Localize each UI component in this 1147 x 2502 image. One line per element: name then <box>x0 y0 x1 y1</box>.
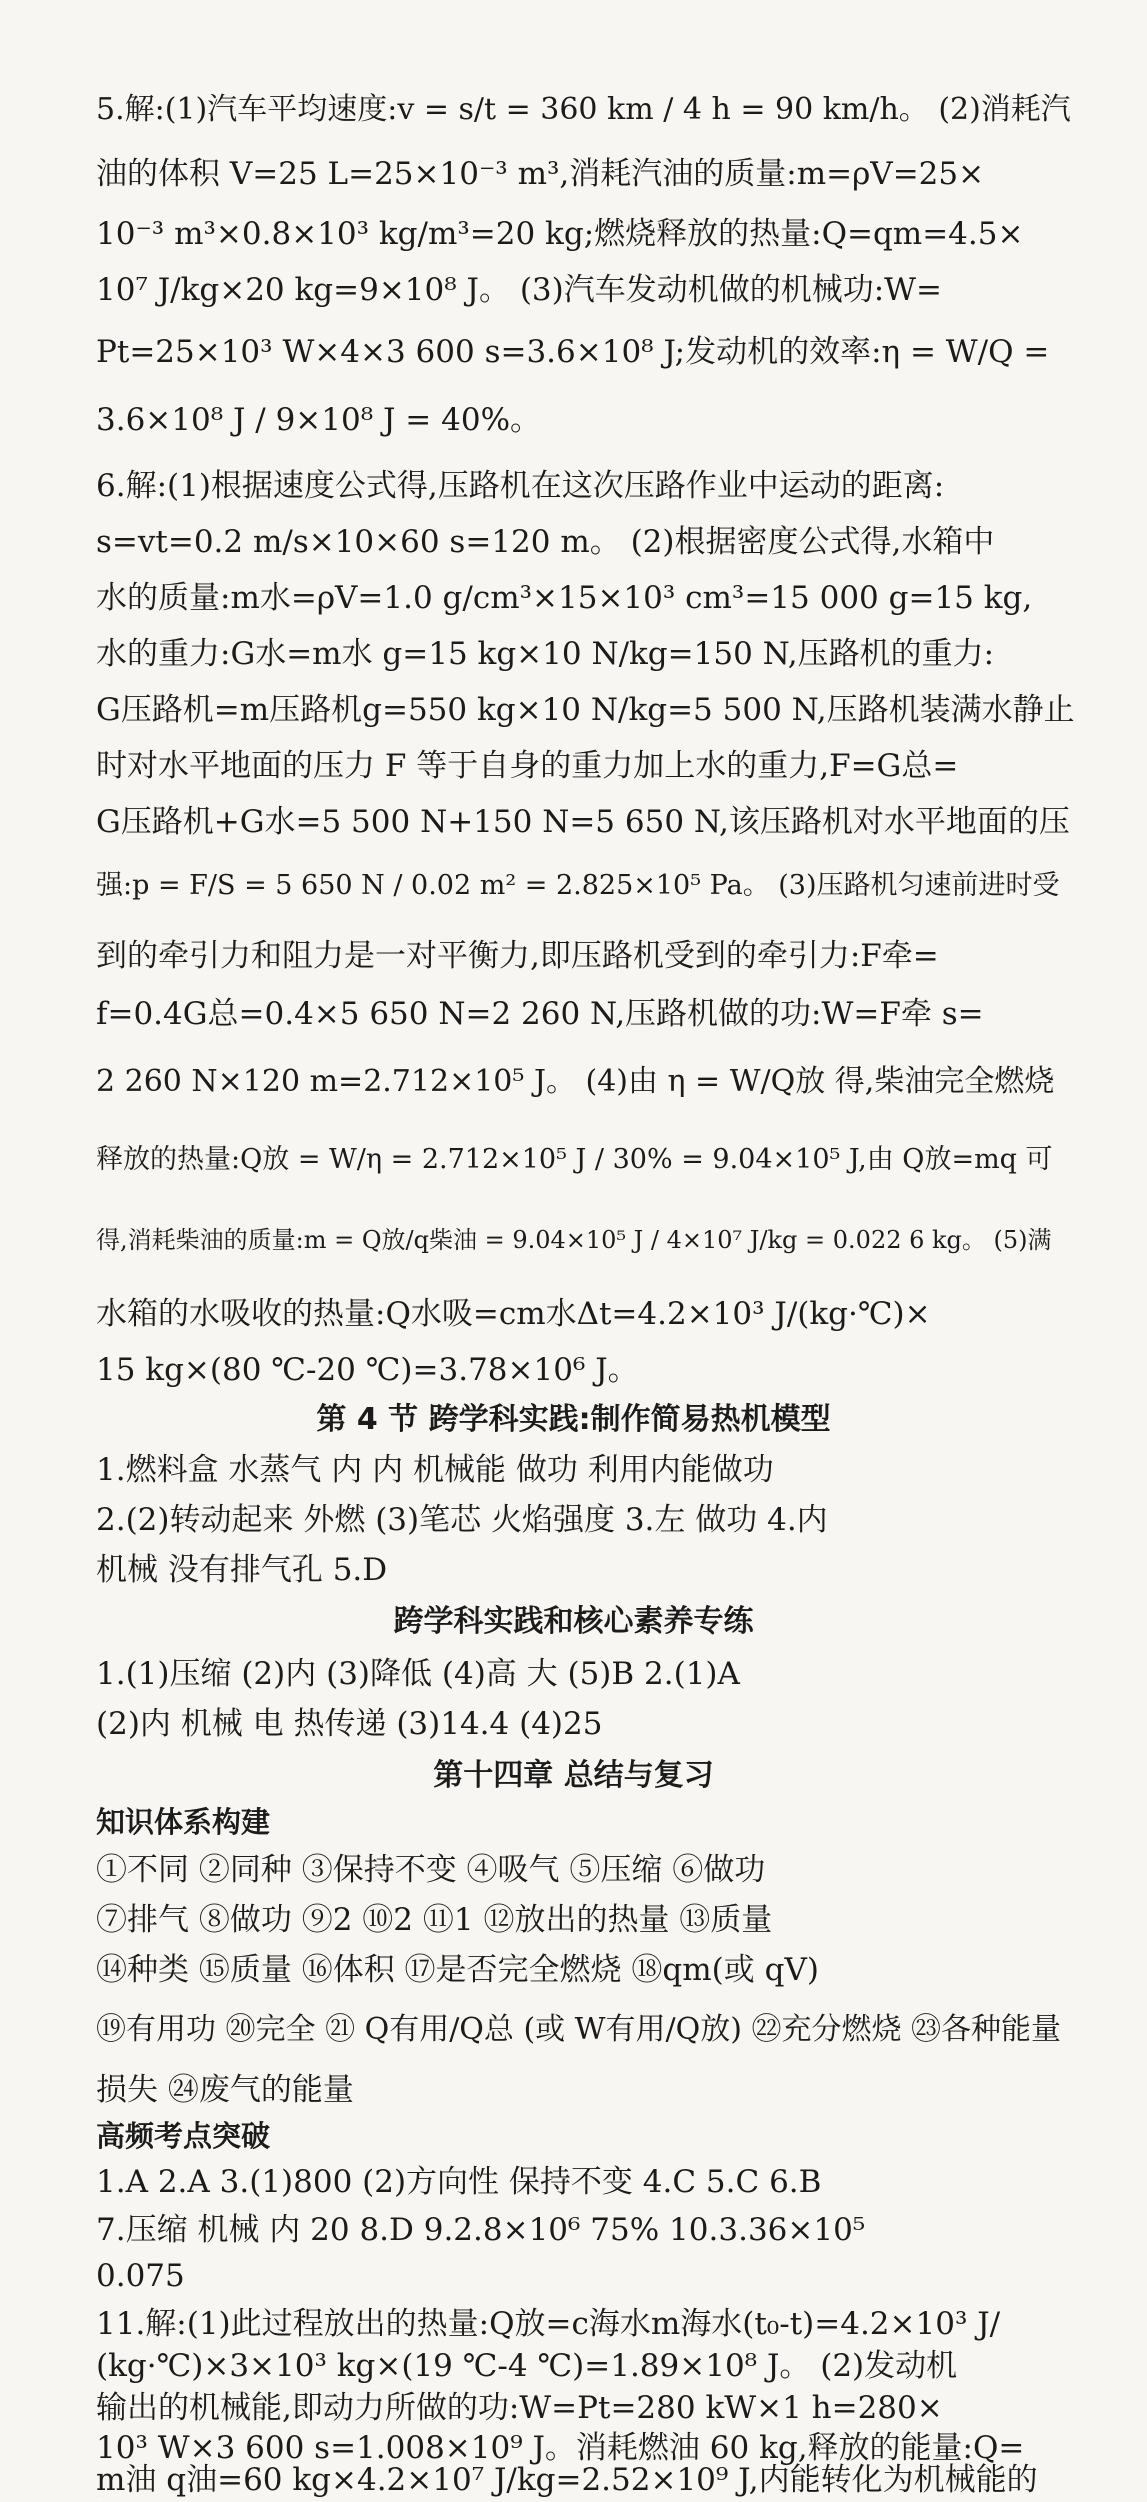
subsection-title: 知识体系构建 <box>96 1805 271 1839</box>
text-line: 10³ W×3 600 s=1.008×10⁹ J。消耗燃油 60 kg,释放的能量:Q= <box>96 2430 1025 2466</box>
text-line: ①不同 ②同种 ③保持不变 ④吸气 ⑤压缩 ⑥做功 <box>96 1852 766 1888</box>
text-line: 7.压缩 机械 内 20 8.D 9.2.8×10⁶ 75% 10.3.36×10⁵ <box>96 2212 866 2248</box>
text-line: 水的重力:G水=m水 g=15 kg×10 N/kg=150 N,压路机的重力: <box>96 636 995 672</box>
text-line: 1.A 2.A 3.(1)800 (2)方向性 保持不变 4.C 5.C 6.B <box>96 2164 822 2200</box>
text-line: 油的体积 V=25 L=25×10⁻³ m³,消耗汽油的质量:m=ρV=25× <box>96 156 985 192</box>
subsection-title: 高频考点突破 <box>96 2119 271 2153</box>
text-line: 2 260 N×120 m=2.712×10⁵ J。 (4)由 η = W/Q放 得,柴油完全燃烧 <box>96 1064 1055 1099</box>
text-line: 5.解:(1)汽车平均速度:v = s/t = 360 km / 4 h = 90 km/h。 (2)消耗汽 <box>96 92 1071 127</box>
text-line: 3.6×10⁸ J / 9×10⁸ J = 40%。 <box>96 402 542 438</box>
text-line: f=0.4G总=0.4×5 650 N=2 260 N,压路机做的功:W=F牵 s= <box>96 996 984 1032</box>
text-line: 时对水平地面的压力 F 等于自身的重力加上水的重力,F=G总= <box>96 748 959 784</box>
text-line: G压路机=m压路机g=550 kg×10 N/kg=5 500 N,压路机装满水静止 <box>96 692 1075 728</box>
text-line: 10⁻³ m³×0.8×10³ kg/m³=20 kg;燃烧释放的热量:Q=qm=4.5× <box>96 216 1024 252</box>
text-line: 10⁷ J/kg×20 kg=9×10⁸ J。 (3)汽车发动机做的机械功:W= <box>96 272 943 308</box>
text-line: s=vt=0.2 m/s×10×60 s=120 m。 (2)根据密度公式得,水箱中 <box>96 524 995 560</box>
text-line: ⑭种类 ⑮质量 ⑯体积 ⑰是否完全燃烧 ⑱qm(或 qV) <box>96 1952 819 1988</box>
text-line: 0.075 <box>96 2258 185 2294</box>
text-line: 11.解:(1)此过程放出的热量:Q放=c海水m海水(t₀-t)=4.2×10³ J/ <box>96 2306 1001 2342</box>
text-line: G压路机+G水=5 500 N+150 N=5 650 N,该压路机对水平地面的压 <box>96 804 1070 840</box>
text-line: Pt=25×10³ W×4×3 600 s=3.6×10⁸ J;发动机的效率:η = W/Q = <box>96 334 1050 370</box>
text-line: 效率:η = W/Q = 1.008×10⁹ J / 2.52×10⁹ J = 40%。 <box>96 2496 122 2497</box>
text-line: 1.(1)压缩 (2)内 (3)降低 (4)高 大 (5)B 2.(1)A <box>96 1656 740 1692</box>
text-line: 到的牵引力和阻力是一对平衡力,即压路机受到的牵引力:F牵= <box>96 938 939 974</box>
text-line: 损失 ㉔废气的能量 <box>96 2072 354 2108</box>
text-line: 15 kg×(80 ℃-20 ℃)=3.78×10⁶ J。 <box>96 1352 639 1388</box>
text-line: 释放的热量:Q放 = W/η = 2.712×10⁵ J / 30% = 9.04×10⁵ J,由 Q放=mq 可 <box>96 1144 1053 1175</box>
text-line: m油 q油=60 kg×4.2×10⁷ J/kg=2.52×10⁹ J,内能转化为机械能的 <box>96 2462 1038 2498</box>
section-title: 第 4 节 跨学科实践:制作简易热机模型 <box>316 1402 831 1437</box>
text-line: 水箱的水吸收的热量:Q水吸=cm水Δt=4.2×10³ J/(kg·℃)× <box>96 1296 931 1332</box>
text-line: 水的质量:m水=ρV=1.0 g/cm³×15×10³ cm³=15 000 g=15 kg, <box>96 580 1033 616</box>
text-line: ⑲有用功 ⑳完全 ㉑ Q有用/Q总 (或 W有用/Q放) ㉒充分燃烧 ㉓各种能量 <box>96 2012 1061 2047</box>
text-line: ⑦排气 ⑧做功 ⑨2 ⑩2 ⑪1 ⑫放出的热量 ⑬质量 <box>96 1902 773 1938</box>
text-line: 输出的机械能,即动力所做的功:W=Pt=280 kW×1 h=280× <box>96 2390 943 2426</box>
chapter-title: 第十四章 总结与复习 <box>433 1758 714 1793</box>
text-line: (2)内 机械 电 热传递 (3)14.4 (4)25 <box>96 1706 603 1742</box>
text-line: 机械 没有排气孔 5.D <box>96 1552 388 1588</box>
text-line: 1.燃料盒 水蒸气 内 内 机械能 做功 利用内能做功 <box>96 1452 774 1488</box>
text-line: (kg·℃)×3×10³ kg×(19 ℃-4 ℃)=1.89×10⁸ J。 (2)发动机 <box>96 2348 958 2384</box>
section-title: 跨学科实践和核心素养专练 <box>393 1604 754 1639</box>
text-line: 得,消耗柴油的质量:m = Q放/q柴油 = 9.04×10⁵ J / 4×10⁷ J/kg = 0.022 6 kg。 (5)满 <box>96 1226 1052 1254</box>
text-line: 强:p = F/S = 5 650 N / 0.02 m² = 2.825×10⁵ Pa。 (3)压路机匀速前进时受 <box>96 870 1060 901</box>
text-line: 2.(2)转动起来 外燃 (3)笔芯 火焰强度 3.左 做功 4.内 <box>96 1502 828 1538</box>
text-line: 6.解:(1)根据速度公式得,压路机在这次压路作业中运动的距离: <box>96 468 945 504</box>
